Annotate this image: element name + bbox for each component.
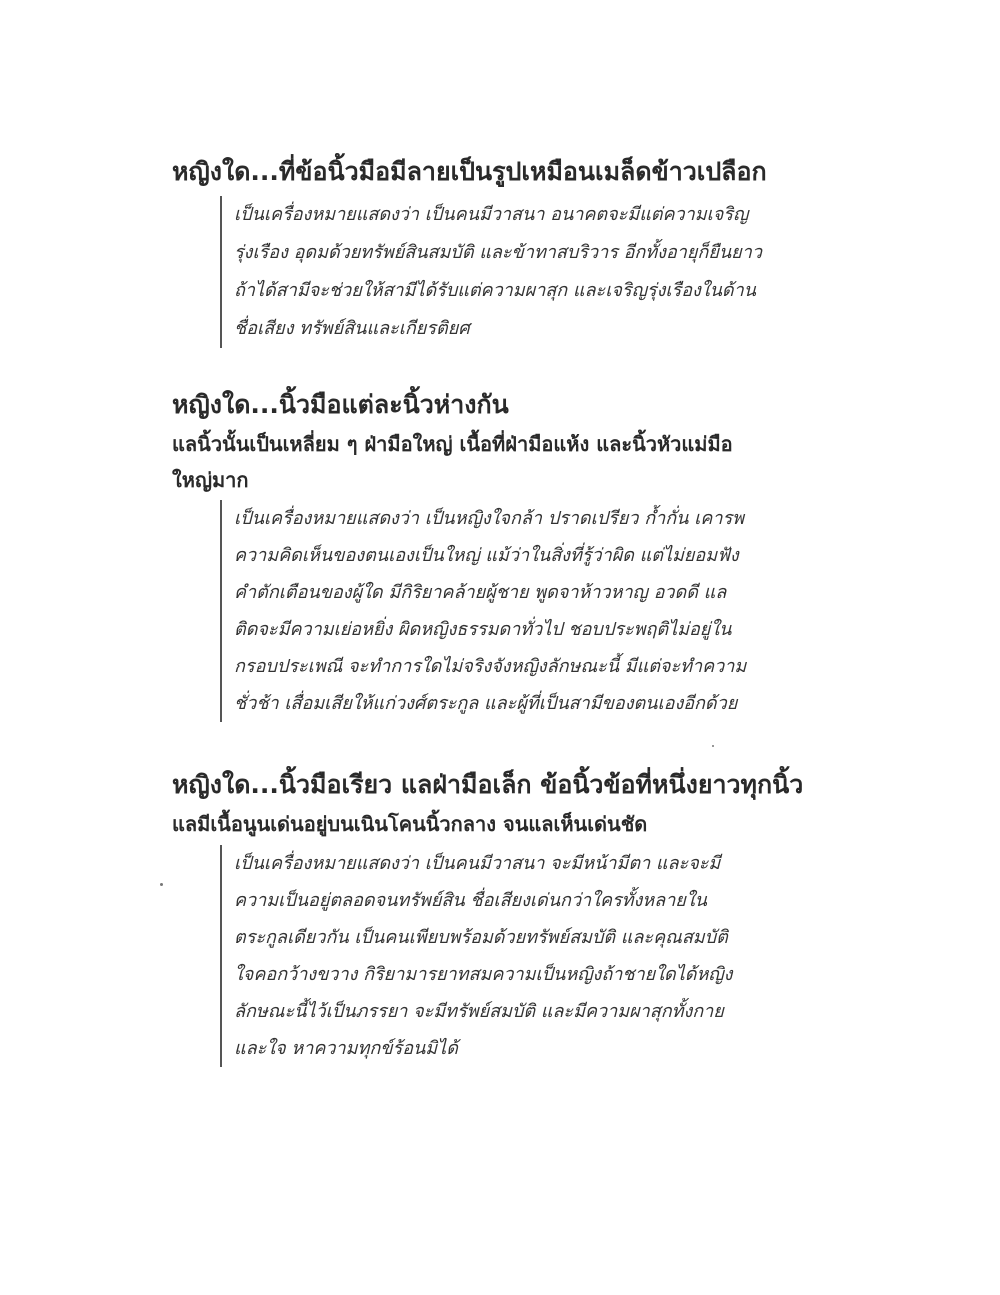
section-3-line-3: ตระกูลเดียวกัน เป็นคนเพียบพร้อมด้วยทรัพย์สมบัติ และคุณสมบัติ	[234, 927, 728, 948]
section-2-line-1: เป็นเครื่องหมายแสดงว่า เป็นหญิงใจกล้า ปราดเปรียว ก้ำกั่น เคารพ	[234, 508, 744, 529]
section-1-line-4: ชื่อเสียง ทรัพย์สินและเกียรติยศ	[234, 318, 470, 339]
section-2-body	[220, 500, 834, 722]
section-3-line-2: ความเป็นอยู่ตลอดจนทรัพย์สิน ชื่อเสียงเด่นกว่าใครทั้งหลายใน	[234, 890, 707, 911]
section-3-subheading: แลมีเนื้อนูนเด่นอยู่บนเนินโคนนิ้วกลาง จนแลเห็นเด่นชัด	[172, 812, 648, 836]
section-3-heading: หญิงใด...นิ้วมือเรียว แลฝ่ามือเล็ก ข้อนิ้วข้อที่หนึ่งยาวทุกนิ้ว	[172, 770, 804, 799]
section-2-subheading-2: ใหญ่มาก	[172, 468, 249, 492]
section-3-line-5: ลักษณะนี้ไว้เป็นภรรยา จะมีทรัพย์สมบัติ และมีความผาสุกทั้งกาย	[234, 1001, 724, 1022]
section-1-line-2: รุ่งเรือง อุดมด้วยทรัพย์สินสมบัติ และข้าทาสบริวาร อีกทั้งอายุก็ยืนยาว	[234, 242, 762, 263]
section-1-body	[220, 196, 834, 348]
scan-speck	[160, 883, 163, 886]
section-1-heading: หญิงใด...ที่ข้อนิ้วมือมีลายเป็นรูปเหมือนเมล็ดข้าวเปลือก	[172, 157, 767, 186]
section-2-heading: หญิงใด...นิ้วมือแต่ละนิ้วห่างกัน	[172, 390, 509, 419]
section-3-line-1: เป็นเครื่องหมายแสดงว่า เป็นคนมีวาสนา จะมีหน้ามีตา และจะมี	[234, 853, 721, 874]
section-2-line-3: คำตักเตือนของผู้ใด มีกิริยาคล้ายผู้ชาย พูดจาห้าวหาญ อวดดี แล	[234, 582, 727, 603]
section-3-line-6: และใจ หาความทุกข์ร้อนมิได้	[234, 1038, 458, 1059]
section-1-line-1: เป็นเครื่องหมายแสดงว่า เป็นคนมีวาสนา อนาคตจะมีแต่ความเจริญ	[234, 204, 749, 225]
section-3-line-4: ใจคอกว้างขวาง กิริยามารยาทสมความเป็นหญิงถ้าชายใดได้หญิง	[234, 964, 733, 985]
section-2-line-5: กรอบประเพณี จะทำการใดไม่จริงจังหญิงลักษณะนี้ มีแต่จะทำความ	[234, 656, 747, 677]
section-2-line-4: ติดจะมีความเย่อหยิ่ง ผิดหญิงธรรมดาทั่วไป ชอบประพฤติไม่อยู่ใน	[234, 619, 732, 640]
section-3-body	[220, 845, 834, 1067]
section-1-line-3: ถ้าได้สามีจะช่วยให้สามีได้รับแต่ความผาสุก และเจริญรุ่งเรืองในด้าน	[234, 280, 756, 301]
section-2-line-2: ความคิดเห็นของตนเองเป็นใหญ่ แม้ว่าในสิ่งที่รู้ว่าผิด แต่ไม่ยอมฟัง	[234, 545, 739, 566]
section-2-subheading-1: แลนิ้วนั้นเป็นเหลี่ยม ๆ ฝ่ามือใหญ่ เนื้อที่ฝ่ามือแห้ง และนิ้วหัวแม่มือ	[172, 432, 733, 456]
section-2-line-6: ชั่วช้า เสื่อมเสียให้แก่วงศ์ตระกูล และผู้ที่เป็นสามีของตนเองอีกด้วย	[234, 693, 738, 714]
scan-speck	[712, 745, 714, 747]
